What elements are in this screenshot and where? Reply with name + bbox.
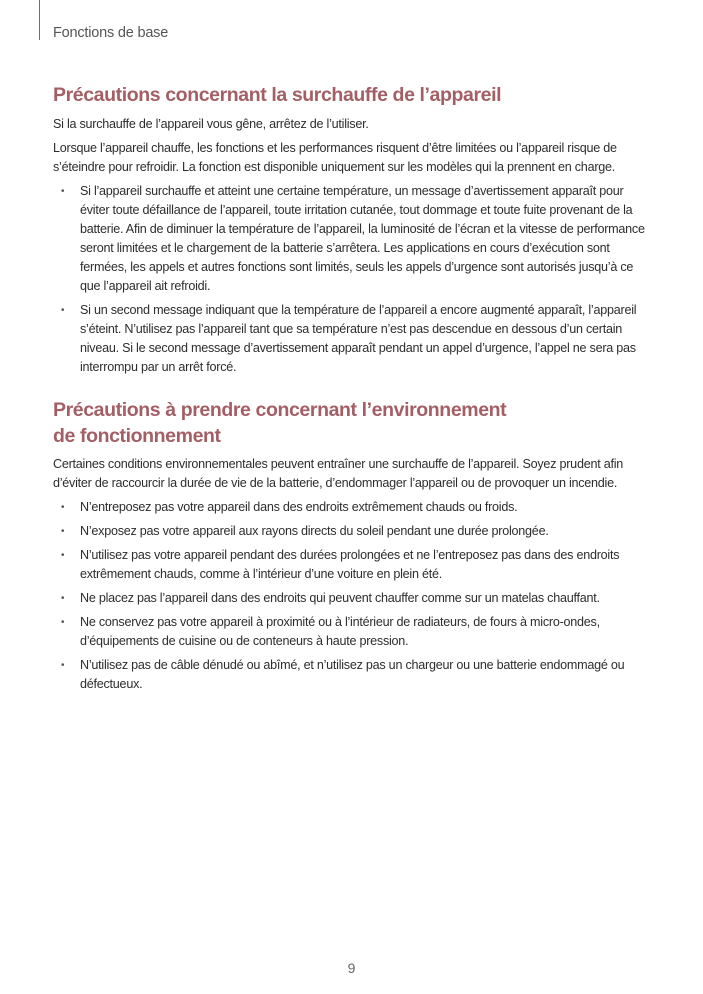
list-item [53,301,653,377]
bullet-icon: • [61,550,65,561]
list-item [53,522,653,541]
bullet-icon: • [61,593,65,604]
list-item-text: Si un second message indiquant que la température de l’appareil a encore augmenté apparaît, l’appareil s’éteint. N’utilisez pas l’appareil tant que sa température n’est pas descendue en dessous d’un certain niveau. Si le second message d’avertissement apparaît pendant un appel d’urgence, l’appel ne sera pas interrompu par un arrêt forcé. [80,303,637,374]
list-item-text: N’utilisez pas de câble dénudé ou abîmé, et n’utilisez pas un chargeur ou une batterie endommagé ou défectueux. [80,658,625,691]
bullet-icon: • [61,305,65,316]
section-environment [53,397,653,694]
bullet-icon: • [61,617,65,628]
list-item [53,613,653,651]
page-content [53,80,653,694]
bullet-icon: • [61,502,65,513]
list-item-text: Ne conservez pas votre appareil à proximité ou à l’intérieur de radiateurs, de fours à micro-ondes, d’équipements de cuisine ou de conteneurs à haute pression. [80,615,600,648]
section-header-title: Fonctions de base [53,25,169,41]
list-item-text: Ne placez pas l’appareil dans des endroits qui peuvent chauffer comme sur un matelas chauffant. [80,591,600,605]
section-overheating [53,82,653,377]
list-item [53,656,653,694]
bullet-list [53,182,653,377]
bullet-icon: • [61,660,65,671]
list-item-text: N’utilisez pas votre appareil pendant des durées prolongées et ne l’entreposez pas dans des endroits extrêmement chauds, comme à l’intérieur d’une voiture en plein été. [80,548,620,581]
page-number: 9 [347,960,356,976]
paragraph: Lorsque l’appareil chauffe, les fonctions et les performances risquent d’être limitées ou l’appareil risque de s’éteindre pour refroidir. La fonction est disponible uniquement sur les modèles qui la prennent en charge. [53,141,617,174]
list-item-text: Si l’appareil surchauffe et atteint une certaine température, un message d’avertissement apparaît pour éviter toute défaillance de l’appareil, toute irritation cutanée, tout dommage et toute fuite provenant de la batterie. Afin de diminuer la température de l’appareil, la luminosité de l’écran et la vitesse de performance seront limitées et le chargement de la batterie s’arrêtera. Les applications en cours d’exécution sont fermées, les appels et autres fonctions sont limités, seuls les appels d’urgence sont autorisés jusqu’à ce que l’appareil ait refroidi. [80,184,645,293]
list-item-text: N’exposez pas votre appareil aux rayons directs du soleil pendant une durée prolongée. [80,524,549,538]
section-heading: Précautions concernant la surchauffe de l’appareil [53,84,502,106]
header-divider [39,0,40,40]
list-item-text: N’entreposez pas votre appareil dans des endroits extrêmement chauds ou froids. [80,500,518,514]
bullet-list [53,498,653,694]
bullet-icon: • [61,526,65,537]
list-item [53,589,653,608]
bullet-icon: • [61,186,65,197]
list-item [53,182,653,296]
paragraph: Certaines conditions environnementales peuvent entraîner une surchauffe de l’appareil. Soyez prudent afin d’éviter de raccourcir la durée de vie de la batterie, d’endommager l’appareil ou de provoquer un incendie. [53,457,624,490]
list-item [53,546,653,584]
paragraph: Si la surchauffe de l’appareil vous gêne, arrêtez de l’utiliser. [53,117,369,131]
list-item [53,498,653,517]
section-heading: Précautions à prendre concernant l’environnement de fonctionnement [53,399,507,447]
